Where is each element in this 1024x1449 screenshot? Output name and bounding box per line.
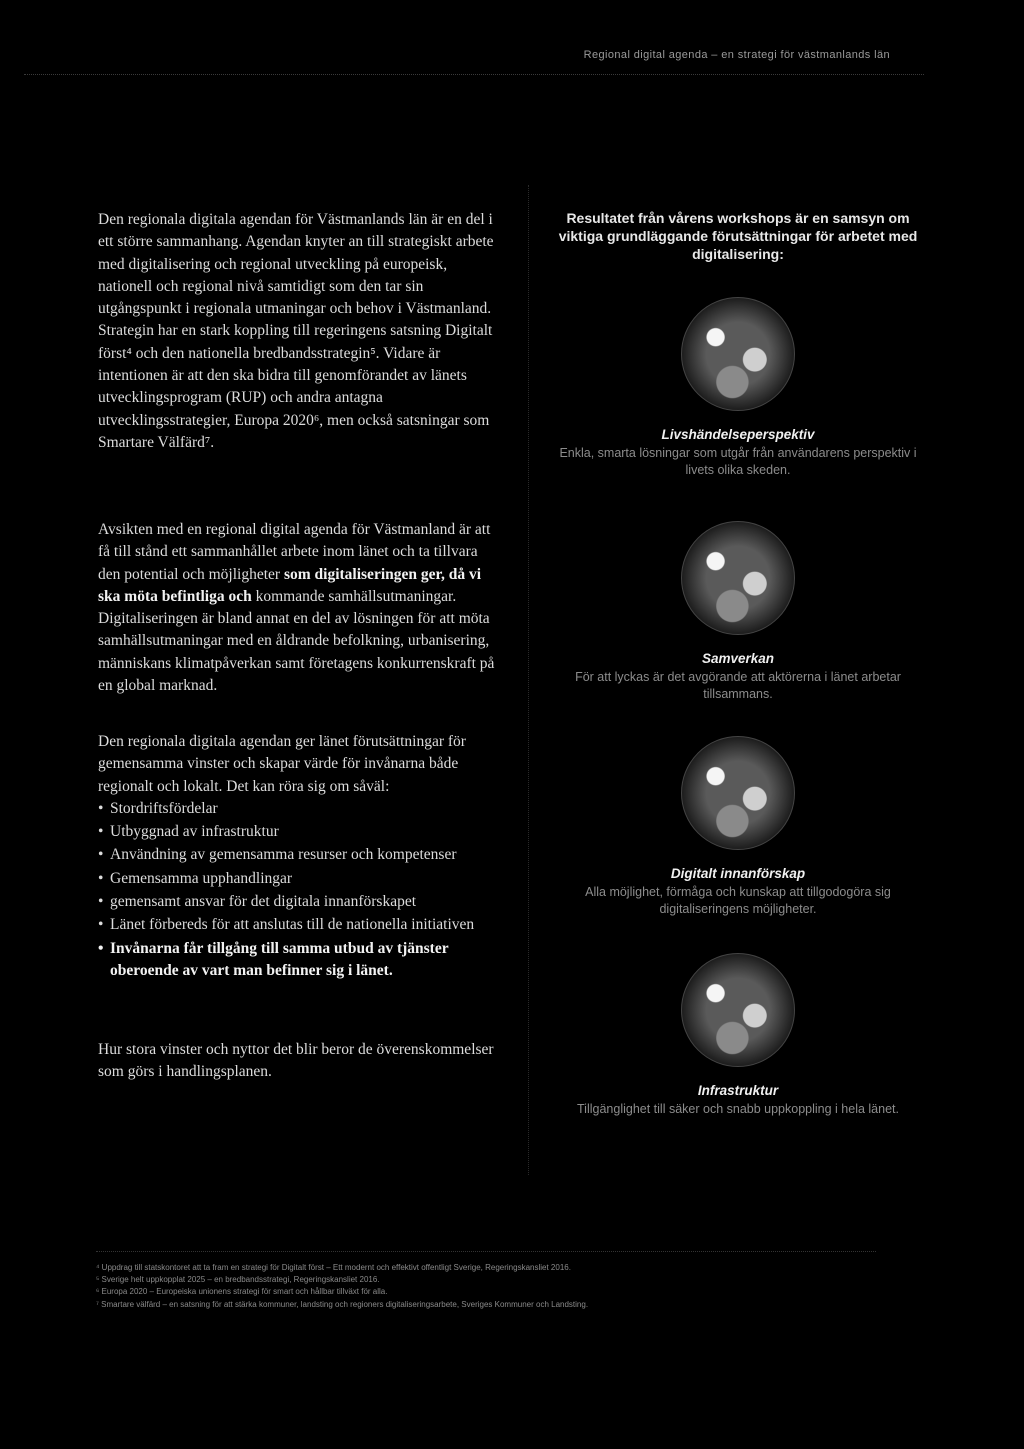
column-divider [528,185,529,1175]
header-rule [24,74,924,75]
feature-title: Digitalt innanförskap [670,866,806,881]
footnote-6: ⁶ Europa 2020 – Europeiska unionens strategi för smart och hållbar tillväxt för alla. [96,1287,388,1297]
running-header: Regional digital agenda – en strategi för västmanlands län [583,49,890,61]
feature-title: Samverkan [701,651,775,666]
paragraph-purpose-start: Avsikten med en regional digital agenda för Västmanland är att få till stånd ett sammanhållet arbete inom länet och ta tillvara den potential och möjligheter [98,521,491,583]
feature-photo [681,736,795,850]
list-item: • gemensamt ansvar för det digitala innanförskapet [98,891,498,913]
footnote-4: ⁴ Uppdrag till statskontoret att ta fram en strategi för Digitalt först – Ett modernt och effektivt offentligt Sverige, Regeringskansliet 2016. [96,1263,571,1272]
right-column [548,209,928,1116]
footnote-5: ⁵ Sverige helt uppkopplat 2025 – en bredbandsstrategi, Regeringskansliet 2016. [96,1275,380,1285]
paragraph-outcome: Hur stora vinster och nyttor det blir beror de överenskommelser som görs i handlingsplanen. [98,1041,494,1081]
footnote-7: ⁷ Smartare välfärd – en satsning för att stärka kommuner, landsting och regioners digitaliseringsarbete, Sveriges Kommuner och Landsting. [96,1299,589,1309]
benefits-section [98,731,498,983]
list-item: • Användning av gemensamma resurser och kompetenser [98,844,498,866]
paragraph-purpose [98,519,498,697]
list-item: • Utbyggnad av infrastruktur [98,821,498,843]
feature-photo [681,953,795,1067]
paragraph-context: Den regionala digitala agendan för Västmanlands län är en del i ett större sammanhang. Agendan knyter an till strategiskt arbete med digitalisering och regional utveckling på europeisk, nationell och regional nivå samtidigt som den tar sin utgångspunkt i regionala utmaningar och behov i Västmanland. Strategin har en stark koppling till regeringens satsning Digitalt först⁴ och den nationella bredbandsstrategin⁵. Vidare är intentionen är att den ska bidra till genomförandet av länets utvecklingsprogram (RUP) och andra antagna utvecklingsstrategier, Europa 2020⁶, men också satsningar som Smartare Välfärd⁷. [98,211,494,451]
benefits-intro: Den regionala digitala agendan ger länet förutsättningar för gemensamma vinster och skapar värde för invånarna både regionalt och lokalt. Det kan röra sig om såväl: [98,733,466,795]
paragraph-purpose-bold: som digitaliseringen ger, då vi ska möta befintliga och [98,565,482,605]
feature-description: Tillgänglighet till säker och snabb uppkoppling i hela länet. [577,1102,899,1116]
feature-livshandelseperspektiv [548,297,928,479]
paragraph-purpose-end: kommande samhällsutmaningar. Digitaliseringen är bland annat en del av lösningen för att möta samhällsutmaningar med en åldrande befolkning, urbanisering, människans klimatpåverkan samt företagens konkurrenskraft på en global marknad. [98,587,495,695]
feature-digitalt-innanforskap [548,736,928,918]
benefits-list [98,798,498,982]
feature-samverkan [548,521,928,703]
feature-description: För att lyckas är det avgörande att aktörerna i länet arbetar tillsammans. [575,670,901,701]
list-item: • Länet förbereds för att anslutas till de nationella initiativen [98,914,498,936]
feature-title: Infrastruktur [697,1083,779,1098]
feature-photo [681,521,795,635]
feature-description: Alla möjlighet, förmåga och kunskap att tillgodogöra sig digitaliseringens möjligheter. [585,885,891,916]
list-item: • Gemensamma upphandlingar [98,868,498,890]
footnote-rule [96,1251,876,1252]
list-item: • Invånarna får tillgång till samma utbud av tjänster oberoende av vart man befinner sig i länet. [98,938,498,983]
list-item: • Stordriftsfördelar [98,798,498,820]
feature-infrastruktur [548,953,928,1118]
feature-description: Enkla, smarta lösningar som utgår från användarens perspektiv i livets olika skeden. [559,446,917,477]
feature-photo [681,297,795,411]
feature-title: Livshändelseperspektiv [661,427,815,442]
workshop-intro: Resultatet från vårens workshops är en samsyn om viktiga grundläggande förutsättningar för arbetet med digitalisering: [558,210,918,262]
footnotes [96,1262,896,1311]
